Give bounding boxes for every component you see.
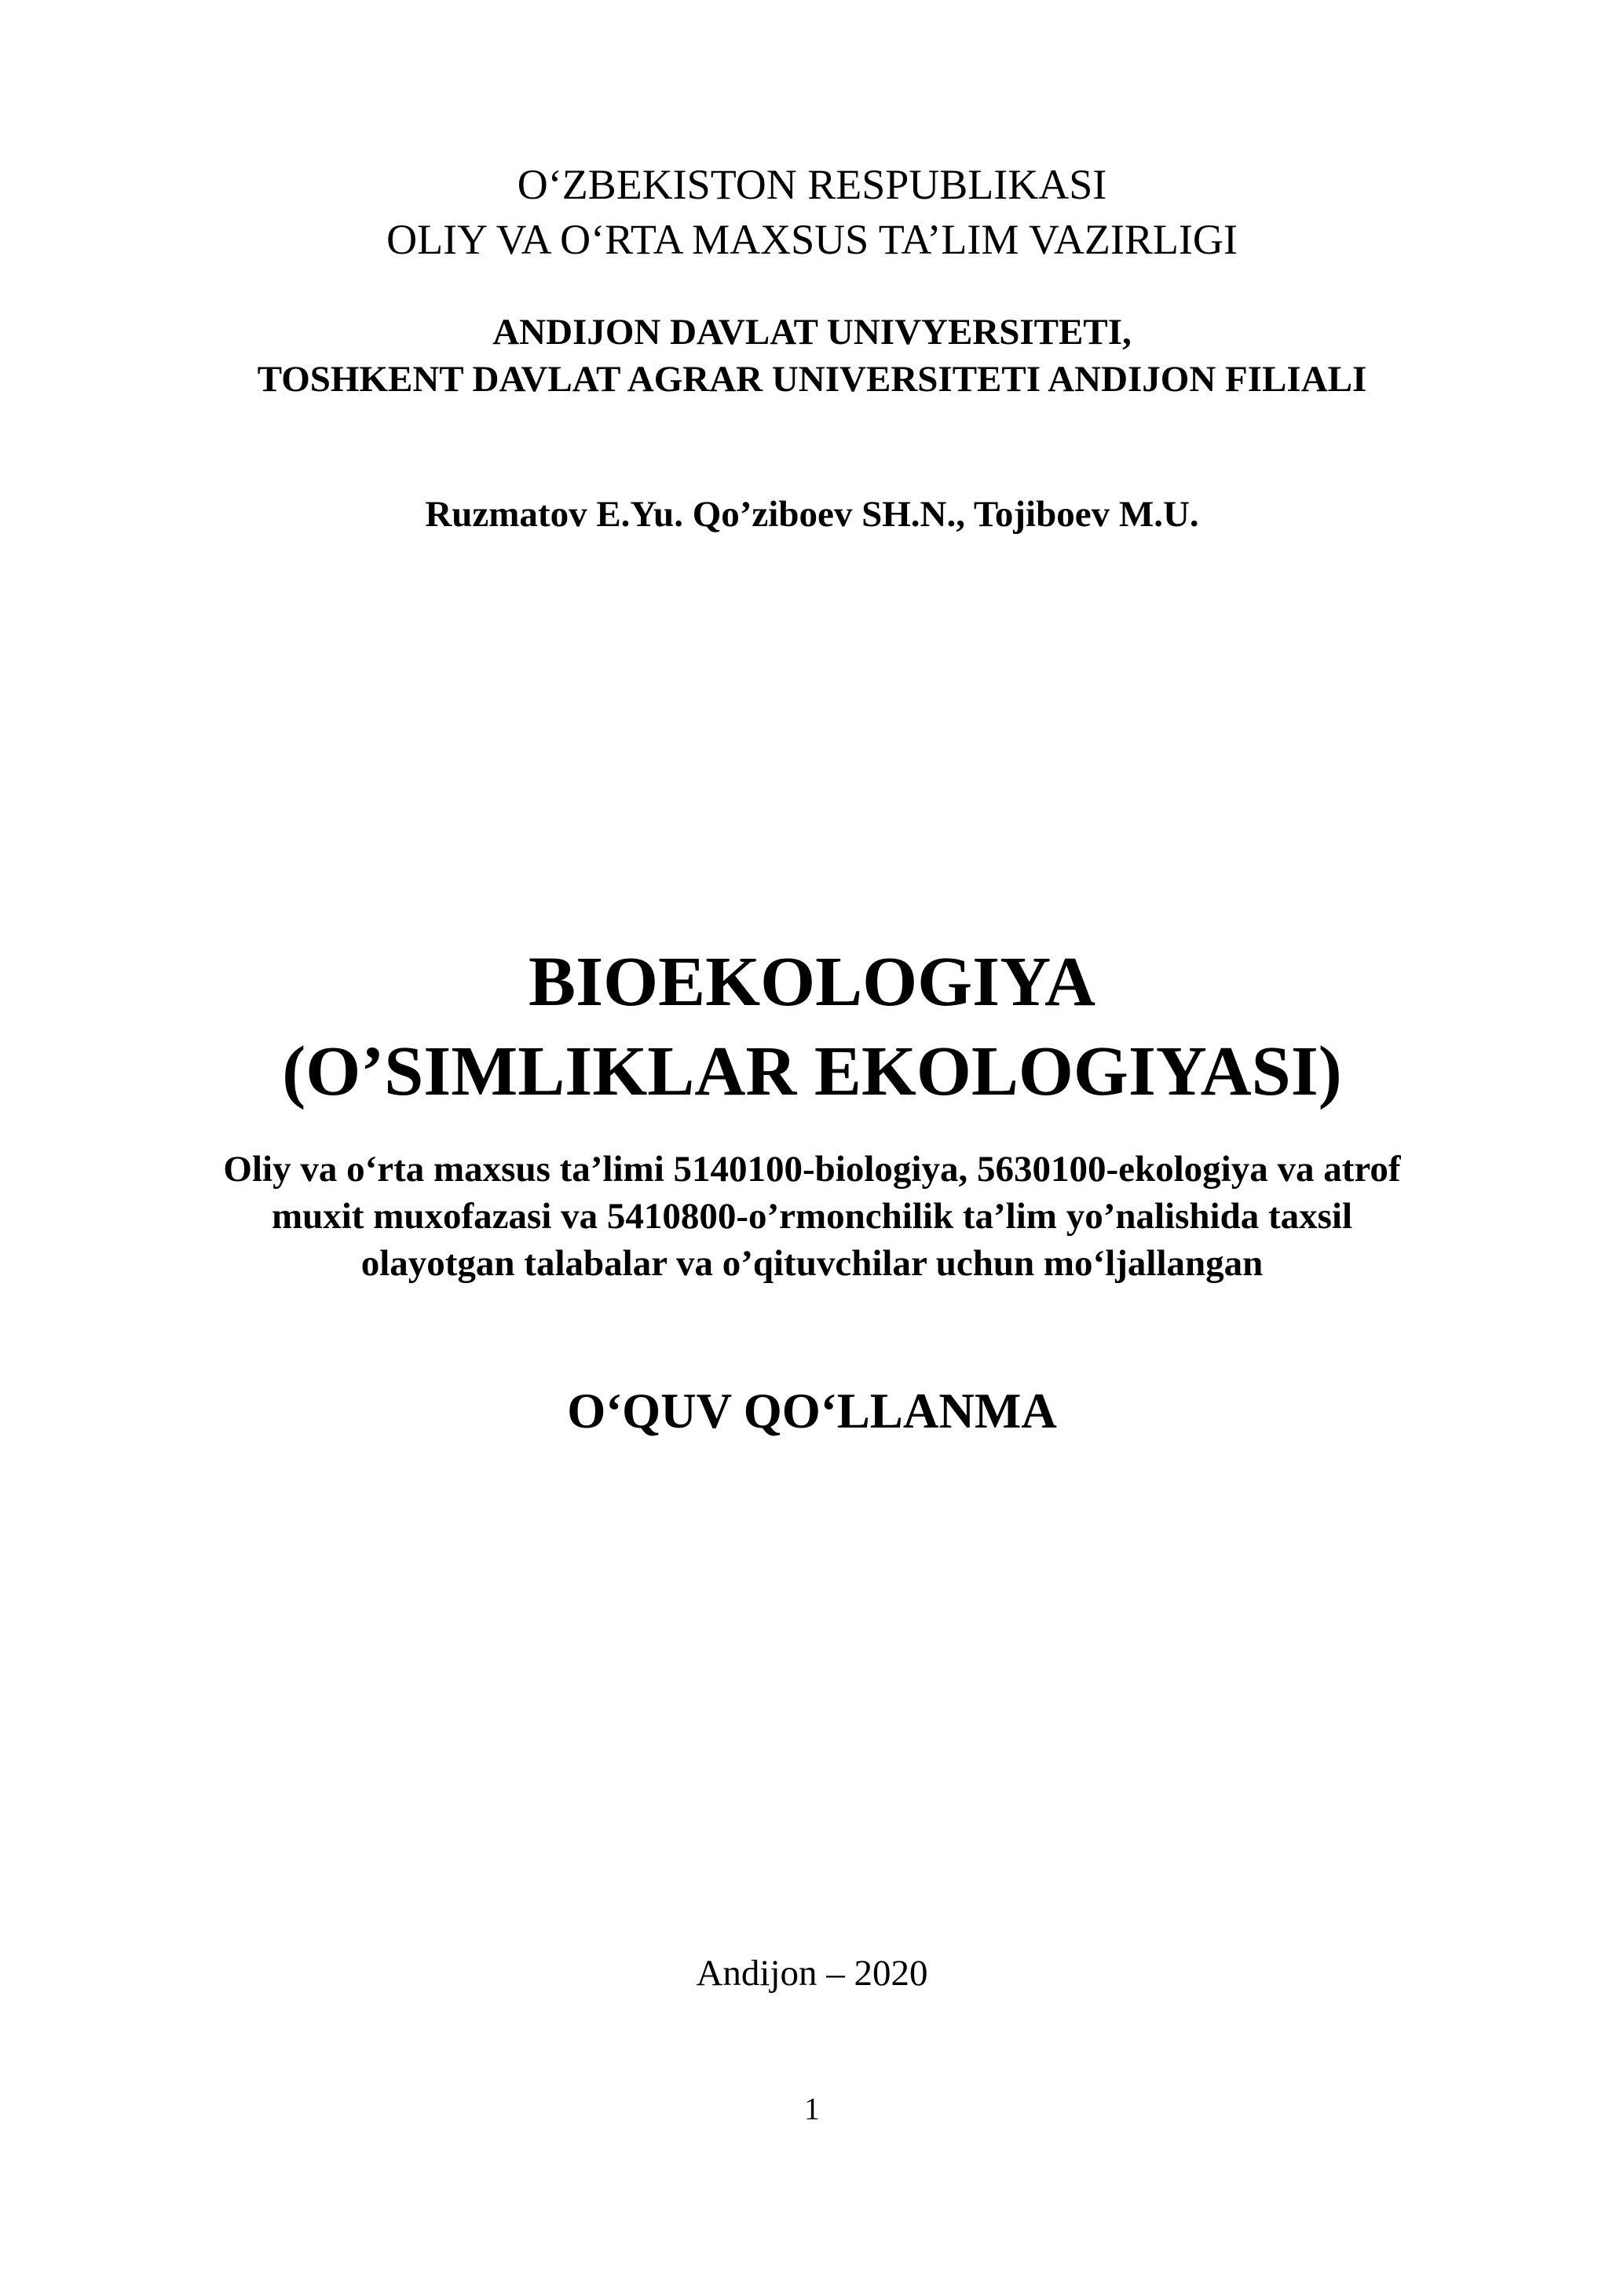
university-name-1: ANDIJON DAVLAT UNIVYERSITETI, [492, 312, 1132, 353]
university-name-2: TOSHKENT DAVLAT AGRAR UNIVERSITETI ANDIJON FILIALI [257, 359, 1367, 400]
book-title-line-2: (O’SIMLIKLAR EKOLOGIYASI) [282, 1033, 1342, 1110]
description-line-3: olayotgan talabalar va o’qituvchilar uchun mo‘ljallangan [360, 1243, 1264, 1284]
ministry-heading: OLIY VA O‘RTA MAXSUS TA’LIM VAZIRLIGI [386, 216, 1238, 263]
place-and-year: Andijon – 2020 [696, 1953, 928, 1994]
authors-line: Ruzmatov E.Yu. Qo’ziboev SH.N., Tojiboev M.U. [425, 494, 1199, 535]
document-type: O‘QUV QO‘LLANMA [567, 1384, 1057, 1439]
description-line-2: muxit muxofazasi va 5410800-o’rmonchilik ta’lim yo’nalishida taxsil [271, 1196, 1353, 1237]
country-heading: O‘ZBEKISTON RESPUBLIKASI [517, 161, 1107, 208]
book-title-line-1: BIOEKOLOGIYA [529, 943, 1095, 1021]
page-number: 1 [804, 2091, 820, 2126]
description-line-1: Oliy va o‘rta maxsus ta’limi 5140100-biologiya, 5630100-ekologiya va atrof [223, 1149, 1401, 1190]
